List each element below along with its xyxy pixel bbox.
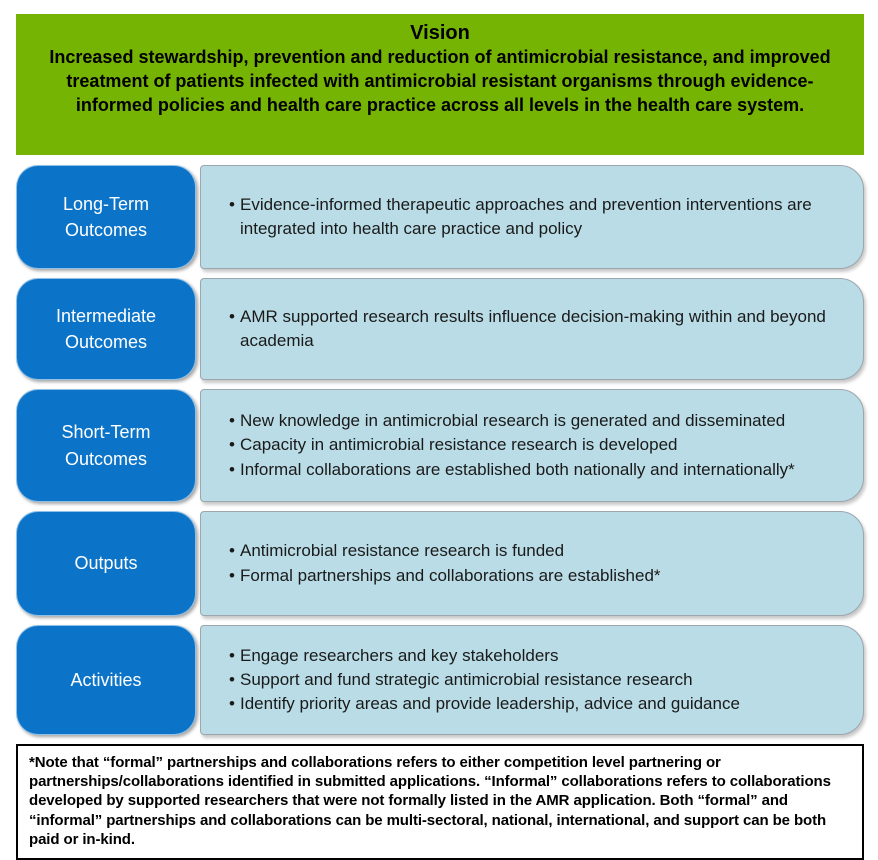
vision-title: Vision xyxy=(410,22,470,44)
bullet-item: • Formal partnerships and collaborations are established* xyxy=(229,564,837,588)
bullet-list xyxy=(229,193,837,241)
vision-body-text: Increased stewardship, prevention and reduction of antimicrobial resistance, and improved treatment of patients infected with antimicrobial resistant organisms through evidence-informed policies and health care practice across all levels in the health care system. xyxy=(49,47,831,115)
bullet-item: • Informal collaborations are established both nationally and internationally* xyxy=(229,458,837,482)
stage-label-long-term-outcomes: Long-Term Outcomes xyxy=(16,165,196,269)
bullet-item: • Engage researchers and key stakeholders xyxy=(229,644,837,668)
stage-content-short-term-outcomes xyxy=(200,389,864,502)
bullet-list xyxy=(229,305,837,353)
bullet-list xyxy=(229,539,837,587)
stage-content-intermediate-outcomes xyxy=(200,278,864,380)
row-short-term-outcomes xyxy=(16,389,864,502)
row-activities xyxy=(16,625,864,735)
stage-label-activities: Activities xyxy=(16,625,196,735)
stage-label-short-term-outcomes: Short-Term Outcomes xyxy=(16,389,196,502)
stage-content-long-term-outcomes xyxy=(200,165,864,269)
vision-banner xyxy=(16,14,864,155)
stage-label-outputs: Outputs xyxy=(16,511,196,616)
bullet-item: • Evidence-informed therapeutic approaches and prevention interventions are integrated into health care practice and policy xyxy=(229,193,837,241)
row-intermediate-outcomes xyxy=(16,278,864,380)
stage-content-activities xyxy=(200,625,864,735)
logic-model-rows xyxy=(16,165,864,735)
bullet-item: • AMR supported research results influence decision-making within and beyond academia xyxy=(229,305,837,353)
stage-label-intermediate-outcomes: Intermediate Outcomes xyxy=(16,278,196,380)
bullet-list xyxy=(229,409,837,481)
bullet-item: • Antimicrobial resistance research is funded xyxy=(229,539,837,563)
footnote-box: *Note that “formal” partnerships and collaborations refers to either competition level partnering or partnerships/collaborations identified in submitted applications. “Informal” collaborations refers to collaborations developed by supported researchers that were not formally listed in the AMR application. Both “formal” and “informal” partnerships and collaborations can be multi-sectoral, national, international, and support can be both paid or in-kind. xyxy=(16,744,864,860)
row-long-term-outcomes xyxy=(16,165,864,269)
bullet-item: • New knowledge in antimicrobial research is generated and disseminated xyxy=(229,409,837,433)
bullet-item: • Identify priority areas and provide leadership, advice and guidance xyxy=(229,692,837,716)
bullet-item: • Capacity in antimicrobial resistance research is developed xyxy=(229,433,837,457)
bullet-list xyxy=(229,644,837,716)
row-outputs xyxy=(16,511,864,616)
bullet-item: • Support and fund strategic antimicrobial resistance research xyxy=(229,668,837,692)
stage-content-outputs xyxy=(200,511,864,616)
